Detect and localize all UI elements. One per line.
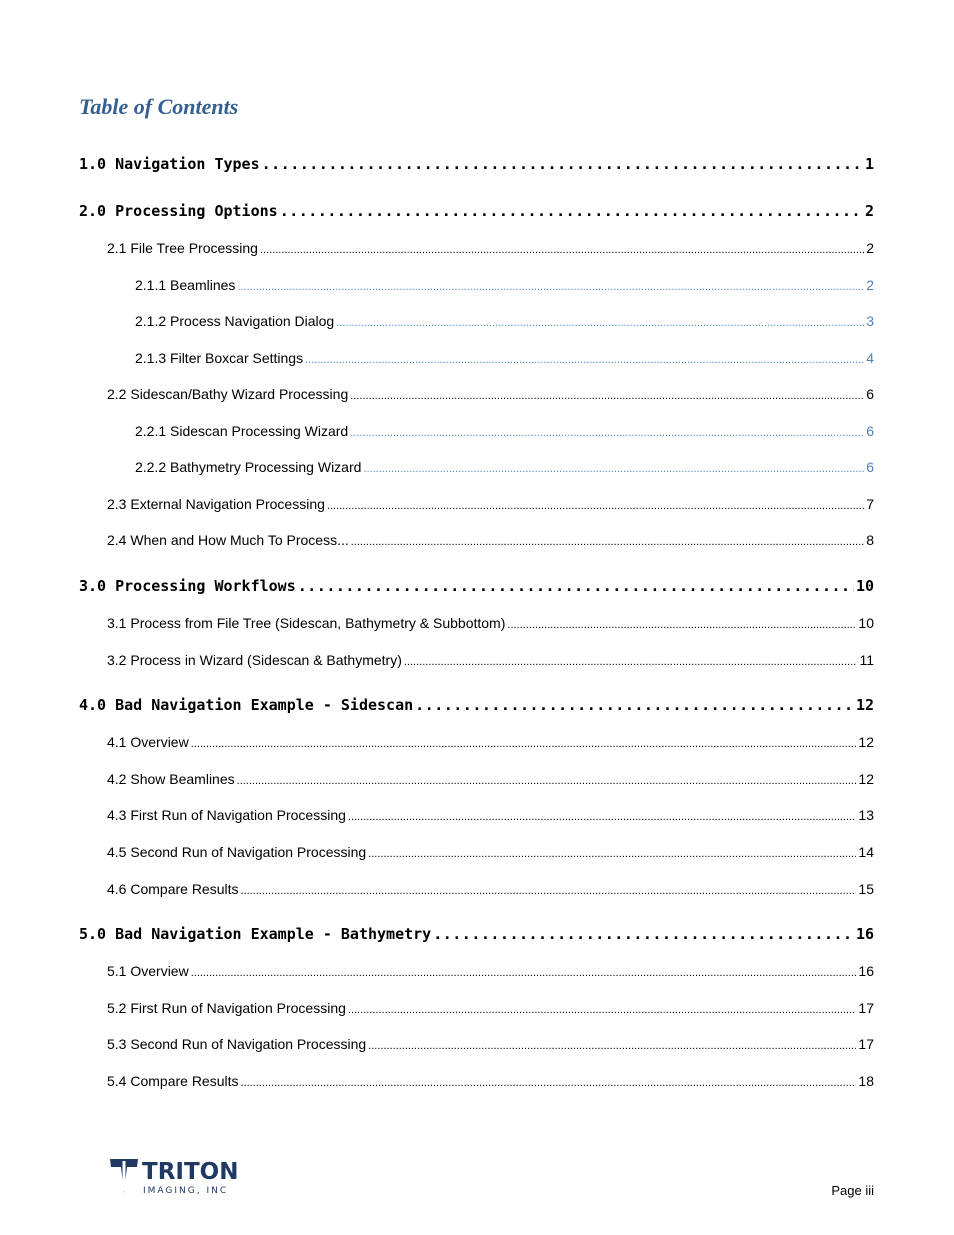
toc-entry-page: 16	[858, 963, 874, 979]
toc-entry[interactable]	[135, 423, 874, 439]
toc-entry[interactable]	[107, 652, 874, 668]
logo-subtitle: IMAGING, INC	[143, 1186, 229, 1196]
toc-entry[interactable]	[79, 925, 874, 943]
toc-entry-page: 12	[855, 696, 874, 714]
toc-entry-page: 2	[866, 240, 874, 256]
toc-leader	[350, 427, 864, 439]
toc-entry[interactable]	[107, 386, 874, 402]
toc-leader	[305, 354, 864, 366]
toc-entry-page: 10	[858, 615, 874, 631]
toc-entry-label: 3.1 Process from File Tree (Sidescan, Bathymetry & Subbottom)	[107, 615, 506, 631]
toc-entry[interactable]	[107, 1036, 874, 1052]
toc-entry-page: 12	[858, 734, 874, 750]
trident-icon	[109, 1157, 139, 1195]
toc-entry-page: 7	[866, 496, 874, 512]
triton-logo	[109, 1157, 239, 1201]
toc-leader	[348, 811, 857, 823]
toc-entry-page: 3	[866, 313, 874, 329]
toc-entry[interactable]	[107, 881, 874, 897]
toc-entry-label: 4.5 Second Run of Navigation Processing	[107, 844, 367, 860]
toc-entry-page: 18	[858, 1073, 874, 1089]
toc-entry-label: 2.1.2 Process Navigation Dialog	[135, 313, 335, 329]
toc-entry-page: 1	[864, 155, 874, 173]
toc-leader	[260, 244, 864, 256]
toc-leader	[404, 656, 858, 668]
toc-leader	[327, 500, 864, 512]
toc-leader	[191, 967, 857, 979]
toc-entry[interactable]	[107, 807, 874, 823]
toc-entry-label: 5.3 Second Run of Navigation Processing	[107, 1036, 367, 1052]
toc-entry[interactable]	[107, 615, 874, 631]
toc-leader	[351, 536, 864, 548]
toc-entry-label: 5.1 Overview	[107, 963, 189, 979]
toc-entry[interactable]	[79, 696, 874, 714]
toc-leader	[298, 577, 854, 595]
toc-entry-page: 17	[858, 1036, 874, 1052]
toc-entry-page: 10	[855, 577, 874, 595]
toc-entry-label: 4.0 Bad Navigation Example - Sidescan	[79, 696, 414, 714]
toc-leader	[363, 463, 864, 475]
toc-leader	[368, 848, 856, 860]
toc-leader	[237, 775, 857, 787]
toc-leader	[241, 885, 857, 897]
toc-entry-page: 6	[866, 423, 874, 439]
toc-leader	[507, 619, 856, 631]
toc-entry-page: 14	[858, 844, 874, 860]
toc-entry-label: 3.0 Processing Workflows	[79, 577, 296, 595]
toc-entry[interactable]	[107, 734, 874, 750]
toc-title: Table of Contents	[79, 94, 239, 119]
toc-entry-page: 11	[859, 652, 874, 668]
toc-entry[interactable]	[107, 771, 874, 787]
toc-entry-page: 17	[858, 1000, 874, 1016]
toc-entry[interactable]	[107, 532, 874, 548]
toc-leader	[237, 281, 864, 293]
toc-entry-page: 15	[858, 881, 874, 897]
toc-entry-label: 4.2 Show Beamlines	[107, 771, 235, 787]
toc-entry[interactable]	[107, 240, 874, 256]
toc-entry-label: 2.2 Sidescan/Bathy Wizard Processing	[107, 386, 349, 402]
toc-entry-label: 2.1.1 Beamlines	[135, 277, 236, 293]
toc-leader	[262, 155, 863, 173]
logo-wordmark: TRITON	[142, 1159, 239, 1185]
toc-entry[interactable]	[79, 155, 874, 173]
toc-entry[interactable]	[107, 963, 874, 979]
toc-entry-page: 2	[866, 277, 874, 293]
toc-entry[interactable]	[135, 350, 874, 366]
toc-entry-label: 5.4 Compare Results	[107, 1073, 239, 1089]
toc-entry-label: 2.4 When and How Much To Process...	[107, 532, 349, 548]
toc-leader	[350, 390, 864, 402]
toc-entry-label: 2.3 External Navigation Processing	[107, 496, 325, 512]
toc-entry-page: 8	[866, 532, 874, 548]
toc-leader	[280, 202, 863, 220]
toc-entry[interactable]	[107, 844, 874, 860]
toc-entry-page: 13	[858, 807, 874, 823]
toc-entry[interactable]	[107, 496, 874, 512]
toc-entry[interactable]	[79, 577, 874, 595]
toc-entry-label: 5.0 Bad Navigation Example - Bathymetry	[79, 925, 432, 943]
toc-entry[interactable]	[107, 1000, 874, 1016]
toc-entry-page: 2	[864, 202, 874, 220]
toc-entry-label: 4.1 Overview	[107, 734, 189, 750]
toc-leader	[415, 696, 854, 714]
page-number: Page iii	[831, 1183, 874, 1198]
toc-entry-label: 3.2 Process in Wizard (Sidescan & Bathymetry)	[107, 652, 402, 668]
toc-leader	[433, 925, 854, 943]
toc-entry-page: 4	[866, 350, 874, 366]
toc-entry[interactable]	[135, 277, 874, 293]
toc-entry-label: 4.3 First Run of Navigation Processing	[107, 807, 346, 823]
toc-entry-page: 12	[858, 771, 874, 787]
toc-entry-page: 6	[866, 386, 874, 402]
toc-entry-page: 6	[866, 459, 874, 475]
toc-entry-label: 1.0 Navigation Types	[79, 155, 260, 173]
toc-leader	[191, 738, 857, 750]
toc-entry-label: 5.2 First Run of Navigation Processing	[107, 1000, 346, 1016]
toc-leader	[348, 1004, 857, 1016]
toc-entry-label: 4.6 Compare Results	[107, 881, 239, 897]
toc-entry-label: 2.0 Processing Options	[79, 202, 278, 220]
toc-leader	[241, 1077, 857, 1089]
toc-leader	[368, 1040, 856, 1052]
toc-entry[interactable]	[107, 1073, 874, 1089]
toc-entry-label: 2.2.1 Sidescan Processing Wizard	[135, 423, 349, 439]
toc-leader	[336, 317, 864, 329]
toc-entry[interactable]	[135, 313, 874, 329]
toc-entry-page: 16	[855, 925, 874, 943]
toc-entry-label: 2.1.3 Filter Boxcar Settings	[135, 350, 304, 366]
toc-entry-label: 2.2.2 Bathymetry Processing Wizard	[135, 459, 362, 475]
toc-entry[interactable]	[79, 202, 874, 220]
toc-entry[interactable]	[135, 459, 874, 475]
toc-entry-label: 2.1 File Tree Processing	[107, 240, 258, 256]
